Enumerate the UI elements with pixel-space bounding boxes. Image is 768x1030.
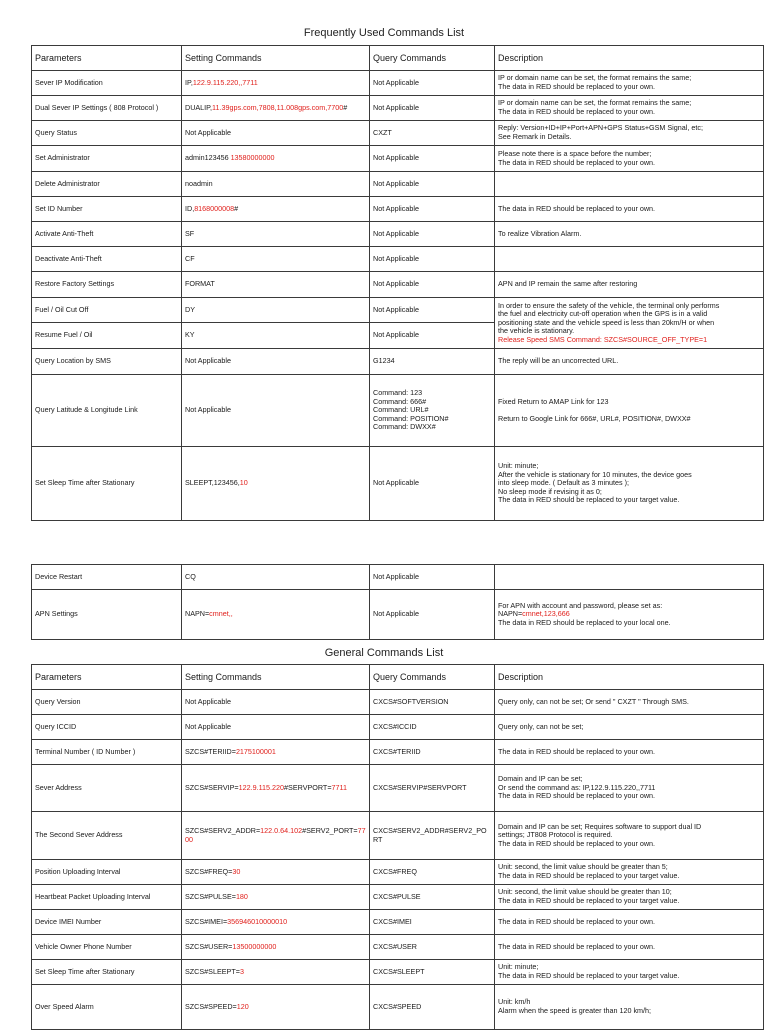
- description-line: Release Speed SMS Command: SZCS#SOURCE_OFF_TYPE=1: [498, 334, 708, 344]
- column-header: Setting Commands: [182, 46, 370, 71]
- description-cell: [495, 885, 764, 910]
- column-header: Parameters: [32, 46, 182, 71]
- setting-command-cell: [182, 590, 370, 640]
- command-text: NAPN=: [185, 609, 210, 619]
- replaceable-value: 2175100001: [235, 746, 276, 756]
- table-row: [32, 146, 764, 172]
- query-command-cell: [370, 740, 495, 765]
- description-line: Fixed Return to AMAP Link for 123: [498, 396, 609, 406]
- replaceable-value: 13580000000: [230, 153, 275, 163]
- query-command-cell: [370, 323, 495, 349]
- replaceable-value: 122.9.115.220: [238, 782, 285, 792]
- parameter-cell: Sever IP Modification: [32, 71, 182, 96]
- setting-command-cell: [182, 349, 370, 375]
- query-command-line: Not Applicable: [373, 178, 419, 188]
- table-row: [32, 197, 764, 222]
- description-line: Reply: Version+ID+IP+Port+APN+GPS Status+GSM Signal, etc;: [498, 123, 703, 133]
- parameter-cell: Set Sleep Time after Stationary: [32, 960, 182, 985]
- column-header: Query Commands: [370, 665, 495, 690]
- command-text: noadmin: [185, 178, 213, 188]
- query-command-cell: [370, 985, 495, 1030]
- query-command-line: CXCS#SERVIP#SERVPORT: [373, 782, 467, 792]
- description-line: The data in RED should be replaced to your target value.: [498, 896, 680, 905]
- description-line: The data in RED should be replaced to your own.: [498, 107, 656, 116]
- setting-command-cell: [182, 812, 370, 860]
- command-text: #SERV2_PORT=: [302, 825, 358, 835]
- description-line: IP or domain name can be set, the format remains the same;: [498, 73, 692, 83]
- query-command-line: CXCS#SPEED: [373, 1001, 422, 1011]
- replaceable-value: 180: [235, 891, 248, 901]
- table-row: [32, 172, 764, 197]
- parameter-cell: Query Version: [32, 690, 182, 715]
- description-cell: [495, 121, 764, 146]
- query-command-line: Not Applicable: [373, 304, 419, 314]
- table-row: [32, 247, 764, 272]
- replaceable-value: cmnet,123,666: [522, 609, 570, 619]
- query-command-line: CXCS#ICCID: [373, 721, 417, 731]
- command-text: SZCS#PULSE=: [185, 891, 236, 901]
- description-cell: [495, 172, 764, 197]
- query-command-line: Command: DWXX#: [373, 422, 436, 432]
- description-line: Query only, can not be set;: [498, 721, 584, 731]
- description-cell: [495, 375, 764, 447]
- setting-command-cell: [182, 960, 370, 985]
- command-text: #SERVPORT=: [284, 782, 332, 792]
- setting-command-cell: [182, 690, 370, 715]
- query-command-line: Not Applicable: [373, 102, 419, 112]
- query-command-cell: [370, 910, 495, 935]
- description-line: No sleep mode if revising it as 0;: [498, 486, 602, 496]
- command-text: SZCS#SPEED=: [185, 1001, 237, 1011]
- description-cell: [495, 715, 764, 740]
- parameter-cell: Activate Anti-Theft: [32, 222, 182, 247]
- description-cell: [495, 860, 764, 885]
- parameter-cell: Query Location by SMS: [32, 349, 182, 375]
- query-command-cell: [370, 222, 495, 247]
- general-commands-title: General Commands List: [324, 647, 444, 659]
- description-line: Alarm when the speed is greater than 120 km/h;: [498, 1006, 652, 1015]
- setting-command-cell: [182, 96, 370, 121]
- parameter-cell: Device IMEI Number: [32, 910, 182, 935]
- description-line: For APN with account and password, please set as:: [498, 600, 663, 610]
- replaceable-value: 8168000008: [194, 203, 235, 213]
- query-command-line: Not Applicable: [373, 478, 419, 488]
- table-row: [32, 71, 764, 96]
- table-row: [32, 375, 764, 447]
- replaceable-value: 122.9.115.220,,7711: [192, 77, 258, 87]
- description-line: The data in RED should be replaced to your own.: [498, 82, 656, 91]
- description-line: Query only, can not be set; Or send " CXZT " Through SMS.: [498, 696, 689, 706]
- table-row: [32, 765, 764, 812]
- description-line: The data in RED should be replaced to your own.: [498, 791, 656, 801]
- table-row: [32, 715, 764, 740]
- description-cell: [495, 985, 764, 1030]
- description-line: The data in RED should be replaced to your own.: [498, 746, 656, 756]
- query-command-cell: [370, 349, 495, 375]
- query-command-line: CXCS#TERIID: [373, 746, 421, 756]
- description-line: The data in RED should be replaced to your own.: [498, 941, 656, 951]
- setting-command-cell: [182, 565, 370, 590]
- parameter-cell: Position Uploading Interval: [32, 860, 182, 885]
- column-header: Parameters: [32, 665, 182, 690]
- command-text: DUALIP,: [185, 102, 213, 112]
- setting-command-cell: [182, 323, 370, 349]
- query-command-line: Not Applicable: [373, 153, 419, 163]
- query-command-line: Not Applicable: [373, 228, 419, 238]
- replaceable-value: 10: [239, 478, 248, 488]
- query-command-line: CXCS#USER: [373, 941, 417, 951]
- setting-command-cell: [182, 71, 370, 96]
- description-line: Return to Google Link for 666#, URL#, POSITION#, DWXX#: [498, 413, 691, 423]
- command-text: #: [234, 203, 239, 213]
- replaceable-value: 122.0.64.102: [260, 825, 303, 835]
- extra-commands-table: [31, 564, 764, 640]
- description-cell: [495, 740, 764, 765]
- query-command-line: Not Applicable: [373, 609, 419, 619]
- setting-command-cell: [182, 247, 370, 272]
- query-command-cell: [370, 565, 495, 590]
- query-command-line: CXCS#SERV2_ADDR#SERV2_PORT: [373, 825, 487, 844]
- parameter-cell: Set Sleep Time after Stationary: [32, 447, 182, 521]
- table-row: [32, 740, 764, 765]
- column-header: Description: [495, 665, 764, 690]
- column-header: Setting Commands: [182, 665, 370, 690]
- replaceable-value: 11.39gps.com,7808,11.008gps.com,7700: [212, 102, 344, 112]
- general-commands-table: [31, 664, 764, 1030]
- description-line: IP or domain name can be set, the format remains the same;: [498, 98, 692, 108]
- command-text: SZCS#SLEEPT=: [185, 966, 240, 976]
- description-line: The data in RED should be replaced to your target value.: [498, 971, 680, 980]
- replaceable-value: cmnet,,: [209, 609, 233, 619]
- query-command-cell: [370, 447, 495, 521]
- setting-command-cell: [182, 885, 370, 910]
- query-command-line: CXZT: [373, 127, 392, 137]
- command-text: Not Applicable: [185, 405, 231, 415]
- description-cell: [495, 690, 764, 715]
- query-command-cell: [370, 146, 495, 172]
- parameter-cell: Vehicle Owner Phone Number: [32, 935, 182, 960]
- description-line: APN and IP remain the same after restoring: [498, 279, 638, 289]
- query-command-cell: [370, 960, 495, 985]
- table-row: [32, 690, 764, 715]
- setting-command-cell: [182, 935, 370, 960]
- table-row: [32, 222, 764, 247]
- parameter-cell: Query Latitude & Longitude Link: [32, 375, 182, 447]
- replaceable-value: 30: [232, 866, 241, 876]
- replaceable-value: 356946010000010: [227, 916, 288, 926]
- parameter-cell: The Second Sever Address: [32, 812, 182, 860]
- setting-command-cell: [182, 765, 370, 812]
- table-row: [32, 565, 764, 590]
- command-text: Not Applicable: [185, 127, 231, 137]
- query-command-line: Not Applicable: [373, 571, 419, 581]
- description-line: positioning state and the vehicle speed is less than 20km/H or when: [498, 317, 715, 327]
- description-line: Domain and IP can be set; Requires software to support dual ID: [498, 821, 702, 831]
- table-row: [32, 885, 764, 910]
- setting-command-cell: [182, 375, 370, 447]
- description-line: the fuel and electricity cut-off operation when the GPS is in a valid: [498, 309, 708, 319]
- query-command-cell: [370, 885, 495, 910]
- description-cell: [495, 349, 764, 375]
- parameter-cell: Deactivate Anti-Theft: [32, 247, 182, 272]
- query-command-line: Not Applicable: [373, 253, 419, 263]
- table-row: [32, 960, 764, 985]
- parameter-cell: Restore Factory Settings: [32, 272, 182, 298]
- command-text: IP,: [185, 77, 193, 87]
- description-line: After the vehicle is stationary for 10 minutes, the device goes: [498, 469, 692, 479]
- description-line: Unit: second, the limit value should be greater than 10;: [498, 887, 672, 897]
- command-text: Not Applicable: [185, 721, 231, 731]
- description-line: The data in RED should be replaced to your own.: [498, 838, 656, 848]
- query-command-line: Not Applicable: [373, 203, 419, 213]
- command-text: SZCS#IMEI=: [185, 916, 228, 926]
- description-line: In order to ensure the safety of the vehicle, the terminal only performs: [498, 300, 720, 310]
- query-command-line: Not Applicable: [373, 77, 419, 87]
- description-line: The data in RED should be replaced to your target value.: [498, 871, 680, 880]
- parameter-cell: Terminal Number ( ID Number ): [32, 740, 182, 765]
- description-cell: [495, 247, 764, 272]
- query-command-cell: [370, 96, 495, 121]
- parameter-cell: Fuel / Oil Cut Off: [32, 298, 182, 323]
- table-row: [32, 121, 764, 146]
- replaceable-value: 13500000000: [232, 941, 277, 951]
- description-line: Domain and IP can be set;: [498, 774, 583, 784]
- description-cell: [495, 447, 764, 521]
- query-command-line: Not Applicable: [373, 330, 419, 340]
- frequently-used-commands-table: [31, 45, 764, 521]
- parameter-cell: Dual Sever IP Settings ( 808 Protocol ): [32, 96, 182, 121]
- description-line: The data in RED should be replaced to your own.: [498, 916, 656, 926]
- description-line: NAPN=cmnet,123,666: [498, 609, 570, 619]
- parameter-cell: Delete Administrator: [32, 172, 182, 197]
- table-row: [32, 590, 764, 640]
- description-cell: [495, 298, 764, 349]
- command-text: CQ: [185, 571, 196, 581]
- replaceable-value: 7700: [185, 825, 366, 844]
- command-text: #: [343, 102, 348, 112]
- command-text: DY: [185, 304, 195, 314]
- description-cell: [495, 812, 764, 860]
- query-command-line: Command: POSITION#: [373, 413, 449, 423]
- query-command-line: CXCS#SLEEPT: [373, 966, 425, 976]
- table-row: [32, 272, 764, 298]
- description-cell: [495, 146, 764, 172]
- replaceable-value: 7711: [331, 782, 347, 792]
- description-cell: [495, 935, 764, 960]
- query-command-cell: [370, 298, 495, 323]
- frequently-used-title: Frequently Used Commands List: [303, 27, 465, 39]
- description-cell: [495, 960, 764, 985]
- query-command-cell: [370, 172, 495, 197]
- description-line: The data in RED should be replaced to your own.: [498, 203, 656, 213]
- table-row: [32, 447, 764, 521]
- description-cell: [495, 272, 764, 298]
- parameter-cell: Set ID Number: [32, 197, 182, 222]
- table-row: [32, 96, 764, 121]
- setting-command-cell: [182, 740, 370, 765]
- query-command-cell: [370, 197, 495, 222]
- query-command-line: Not Applicable: [373, 279, 419, 289]
- parameter-cell: Set Administrator: [32, 146, 182, 172]
- command-text: Not Applicable: [185, 356, 231, 366]
- parameter-cell: Sever Address: [32, 765, 182, 812]
- setting-command-cell: [182, 910, 370, 935]
- query-command-cell: [370, 690, 495, 715]
- setting-command-cell: [182, 447, 370, 521]
- table-header-row: [32, 46, 764, 71]
- query-command-cell: [370, 935, 495, 960]
- command-text: Not Applicable: [185, 696, 231, 706]
- description-line: The data in RED should be replaced to your target value.: [498, 495, 680, 505]
- table-row: [32, 349, 764, 375]
- description-line: The data in RED should be replaced to your own.: [498, 157, 656, 167]
- table-row: [32, 812, 764, 860]
- column-header: Query Commands: [370, 46, 495, 71]
- setting-command-cell: [182, 121, 370, 146]
- parameter-cell: APN Settings: [32, 590, 182, 640]
- setting-command-cell: [182, 860, 370, 885]
- command-text: SF: [185, 228, 195, 238]
- description-cell: [495, 222, 764, 247]
- table-header-row: [32, 665, 764, 690]
- command-text: SZCS#SERV2_ADDR=: [185, 825, 261, 835]
- setting-command-cell: [182, 146, 370, 172]
- query-command-cell: [370, 375, 495, 447]
- description-cell: [495, 590, 764, 640]
- description-line: the vehicle is stationary.: [498, 326, 575, 336]
- description-line: See Remark in Details.: [498, 132, 572, 141]
- parameter-cell: Query ICCID: [32, 715, 182, 740]
- command-text: CF: [185, 253, 195, 263]
- table-row: [32, 860, 764, 885]
- query-command-line: Command: URL#: [373, 405, 429, 415]
- description-cell: [495, 765, 764, 812]
- setting-command-cell: [182, 272, 370, 298]
- query-command-cell: [370, 765, 495, 812]
- table-row: [32, 935, 764, 960]
- description-line: Or send the command as: IP,122.9.115.220,,7711: [498, 782, 656, 792]
- query-command-line: G1234: [373, 356, 395, 366]
- query-command-line: Command: 123: [373, 388, 423, 398]
- description-line: Unit: km/h: [498, 997, 531, 1007]
- description-line: The data in RED should be replaced to your local one.: [498, 617, 671, 627]
- command-text: ID,: [185, 203, 195, 213]
- description-line: To realize Vibration Alarm.: [498, 228, 582, 238]
- description-line: into sleep mode. ( Default as 3 minutes );: [498, 478, 630, 488]
- column-header: Description: [495, 46, 764, 71]
- command-text: SZCS#FREQ=: [185, 866, 233, 876]
- query-command-cell: [370, 71, 495, 96]
- command-text: KY: [185, 330, 195, 340]
- query-command-cell: [370, 247, 495, 272]
- command-text: FORMAT: [185, 279, 215, 289]
- query-command-line: CXCS#PULSE: [373, 891, 421, 901]
- parameter-cell: Heartbeat Packet Uploading Interval: [32, 885, 182, 910]
- table-row: [32, 298, 764, 323]
- description-line: The reply will be an uncorrected URL.: [498, 356, 619, 366]
- table-row: [32, 910, 764, 935]
- replaceable-value: 120: [236, 1001, 249, 1011]
- description-cell: [495, 910, 764, 935]
- replaceable-value: 3: [239, 966, 244, 976]
- query-command-cell: [370, 121, 495, 146]
- description-cell: [495, 71, 764, 96]
- description-cell: [495, 197, 764, 222]
- query-command-cell: [370, 812, 495, 860]
- description-line: settings; JT808 Protocol is required.: [498, 830, 613, 840]
- parameter-cell: Device Restart: [32, 565, 182, 590]
- command-text: SLEEPT,123456,: [185, 478, 240, 488]
- parameter-cell: Query Status: [32, 121, 182, 146]
- command-text: admin123456: [185, 153, 231, 163]
- parameter-cell: Over Speed Alarm: [32, 985, 182, 1030]
- description-line: Please note there is a space before the number;: [498, 148, 652, 158]
- setting-command-cell: [182, 715, 370, 740]
- query-command-line: CXCS#SOFTVERSION: [373, 696, 449, 706]
- parameter-cell: Resume Fuel / Oil: [32, 323, 182, 349]
- description-cell: [495, 96, 764, 121]
- query-command-cell: [370, 272, 495, 298]
- description-cell: [495, 565, 764, 590]
- query-command-line: Command: 666#: [373, 396, 427, 406]
- command-text: SZCS#USER=: [185, 941, 233, 951]
- description-line: Unit: minute;: [498, 461, 539, 471]
- query-command-line: CXCS#FREQ: [373, 866, 417, 876]
- query-command-cell: [370, 715, 495, 740]
- query-command-line: CXCS#IMEI: [373, 916, 412, 926]
- setting-command-cell: [182, 985, 370, 1030]
- description-line: Unit: minute;: [498, 962, 539, 972]
- query-command-cell: [370, 590, 495, 640]
- table-row: [32, 985, 764, 1030]
- command-text: SZCS#SERVIP=: [185, 782, 239, 792]
- setting-command-cell: [182, 172, 370, 197]
- setting-command-cell: [182, 197, 370, 222]
- description-line: Unit: second, the limit value should be greater than 5;: [498, 862, 668, 872]
- query-command-cell: [370, 860, 495, 885]
- setting-command-cell: [182, 222, 370, 247]
- command-text: SZCS#TERIID=: [185, 746, 236, 756]
- setting-command-cell: [182, 298, 370, 323]
